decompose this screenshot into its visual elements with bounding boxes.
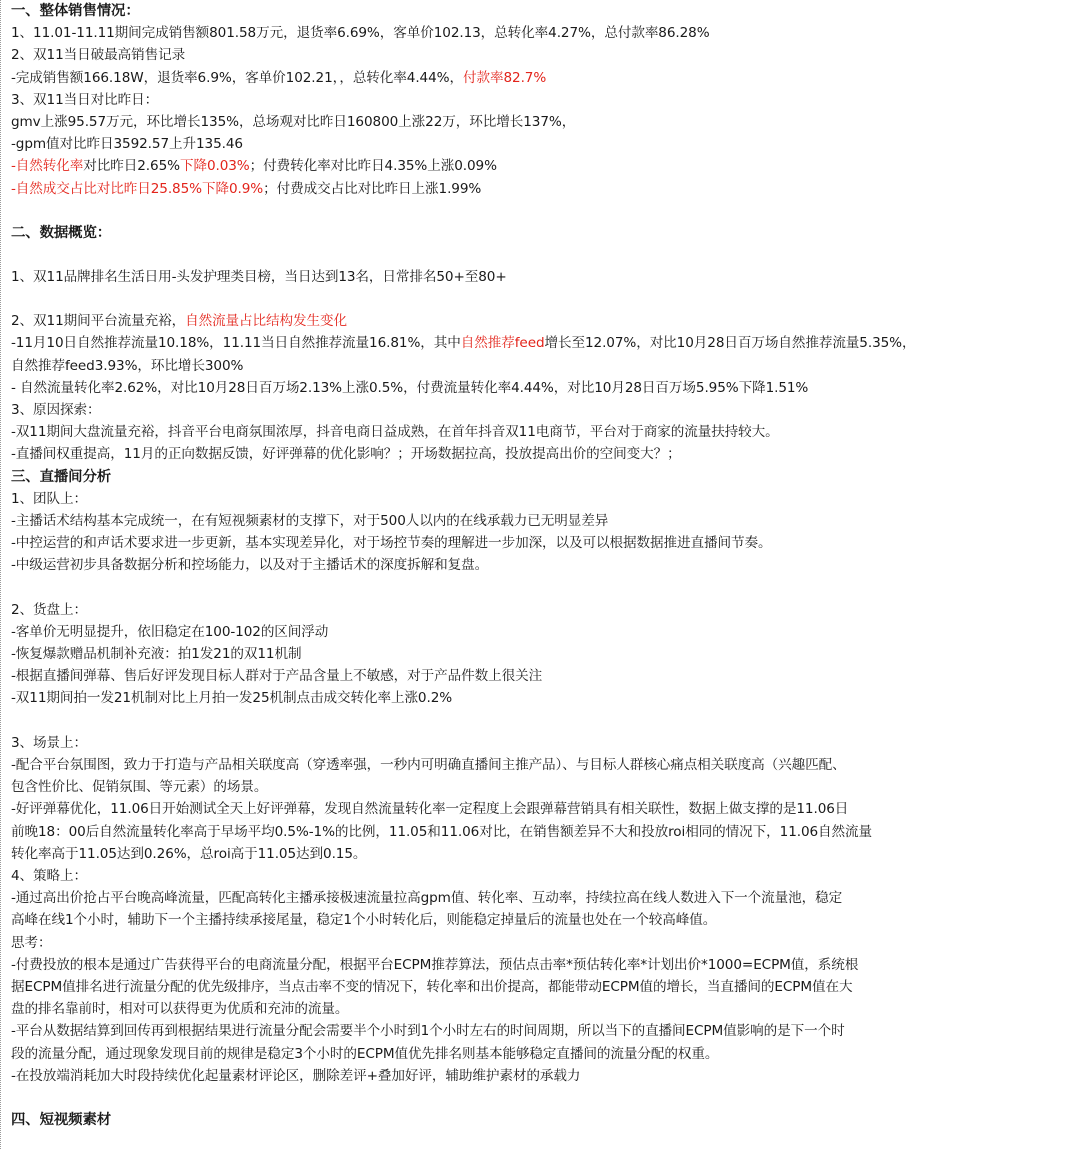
text-segment: - 自然流量转化率2.62%，对比10月28日百万场2.13%上涨0.5%，付费流量转化率4.44%，对比10月28日百万场5.95%下降1.51% xyxy=(11,379,809,396)
text-line xyxy=(11,488,1070,510)
text-line xyxy=(11,310,1070,332)
text-line xyxy=(11,67,1070,89)
text-segment: 3、场景上： xyxy=(11,734,88,751)
text-segment: 二、数据概览： xyxy=(11,224,112,241)
text-line xyxy=(11,178,1070,200)
text-line xyxy=(11,44,1070,66)
text-segment: 自然推荐feed3.93%，环比增长300% xyxy=(11,357,244,374)
text-segment: -根据直播间弹幕、售后好评发现目标人群对于产品含量上不敏感，对于产品件数上很关注 xyxy=(11,668,543,685)
blank-line xyxy=(11,288,1070,310)
text-line xyxy=(11,133,1070,155)
text-line xyxy=(11,954,1070,976)
text-line xyxy=(11,443,1070,465)
text-segment: -gpm值对比昨日3592.57上升135.46 xyxy=(11,136,243,153)
text-line xyxy=(11,1065,1070,1087)
text-segment: -好评弹幕优化，11.06日开始测试全天上好评弹幕，发现自然流量转化率一定程度上会跟弹幕营销具有相关联性，数据上做支撑的是11.06日 xyxy=(11,801,849,818)
text-line xyxy=(11,998,1070,1020)
blank-line xyxy=(11,577,1070,599)
text-segment: -中控运营的和声话术要求进一步更新，基本实现差异化，对于场控节奏的理解进一步加深，以及可以根据数据推进直播间节奏。 xyxy=(11,535,772,552)
text-line xyxy=(11,621,1070,643)
text-line xyxy=(11,865,1070,887)
text-line xyxy=(11,776,1070,798)
text-line xyxy=(11,909,1070,931)
text-segment: -11月10日自然推荐流量10.18%，11.11当日自然推荐流量16.81%，其中 xyxy=(11,335,461,352)
text-line xyxy=(11,377,1070,399)
text-segment: 1、11.01-11.11期间完成销售额801.58万元，退货率6.69%，客单价102.13，总转化率4.27%，总付款率86.28% xyxy=(11,25,710,42)
highlighted-text: 自然流量占比结构发生变化 xyxy=(185,313,348,330)
text-segment: -中级运营初步具备数据分析和控场能力，以及对于主播话术的深度拆解和复盘。 xyxy=(11,557,489,574)
text-line xyxy=(11,843,1070,865)
text-segment: -完成销售额166.18W，退货率6.9%，客单价102.21，，总转化率4.44%， xyxy=(11,69,463,86)
text-line xyxy=(11,1020,1070,1042)
section-heading xyxy=(11,222,1070,244)
text-segment: 三、直播间分析 xyxy=(11,468,112,485)
text-segment: 四、短视频素材 xyxy=(11,1111,112,1128)
text-segment: 思考： xyxy=(11,934,52,951)
text-segment: 2、双11当日破最高销售记录 xyxy=(11,47,186,64)
text-segment: -在投放端消耗加大时段持续优化起量素材评论区，删除差评+叠加好评，辅助维护素材的承载力 xyxy=(11,1067,581,1084)
text-segment: -主播话术结构基本完成统一，在有短视频素材的支撑下，对于500人以内的在线承载力已无明显差异 xyxy=(11,513,609,530)
text-segment: ；付费转化率对比昨日4.35%上涨0.09% xyxy=(249,158,497,175)
text-line xyxy=(11,155,1070,177)
text-line xyxy=(11,754,1070,776)
text-segment: -通过高出价抢占平台晚高峰流量，匹配高转化主播承接极速流量拉高gpm值、转化率、互动率，持续拉高在线人数进入下一个流量池，稳定 xyxy=(11,890,843,907)
text-line xyxy=(11,976,1070,998)
text-segment: ；付费成交占比对比昨日上涨1.99% xyxy=(263,180,482,197)
text-line xyxy=(11,355,1070,377)
text-line xyxy=(11,732,1070,754)
text-line xyxy=(11,665,1070,687)
text-line xyxy=(11,532,1070,554)
text-segment: -双11期间拍一发21机制对比上月拍一发25机制点击成交转化率上涨0.2% xyxy=(11,690,453,707)
text-line xyxy=(11,510,1070,532)
highlighted-text: 自然推荐feed xyxy=(460,335,545,352)
text-segment: -直播间权重提高，11月的正向数据反馈，好评弹幕的优化影响？；开场数据拉高，投放提高出价的空间变大？； xyxy=(11,446,681,463)
text-line xyxy=(11,22,1070,44)
text-line xyxy=(11,332,1070,354)
text-line xyxy=(11,554,1070,576)
text-line xyxy=(11,932,1070,954)
text-line xyxy=(11,399,1070,421)
text-segment: 前晚18：00后自然流量转化率高于早场平均0.5%-1%的比例，11.05和11.06对比，在销售额差异不大和投放roi相同的情况下，11.06自然流量 xyxy=(11,823,873,840)
section-heading xyxy=(11,0,1070,22)
text-segment: 一、整体销售情况： xyxy=(11,3,140,19)
text-segment: 高峰在线1个小时，辅助下一个主播持续承接尾量，稳定1个小时转化后，则能稳定掉量后的流量也处在一个较高峰值。 xyxy=(11,912,717,929)
text-segment: -配合平台氛围图，致力于打造与产品相关联度高（穿透率强，一秒内可明确直播间主推产品）、与目标人群核心痛点相关联度高（兴趣匹配、 xyxy=(11,756,846,773)
text-segment: 包含性价比、促销氛围、等元素）的场景。 xyxy=(11,779,268,796)
blank-line xyxy=(11,244,1070,266)
text-segment: gmv上涨95.57万元，环比增长135%，总场观对比昨日160800上涨22万，环比增长137%， xyxy=(11,114,576,131)
text-segment: -恢复爆款赠品机制补充液：拍1发21的双11机制 xyxy=(11,646,302,663)
text-segment: -双11期间大盘流量充裕，抖音平台电商氛围浓厚，抖音电商日益成熟，在首年抖音双11电商节，平台对于商家的流量扶持较大。 xyxy=(11,424,779,441)
text-segment: 盘的排名靠前时，相对可以获得更为优质和充沛的流量。 xyxy=(11,1001,349,1018)
blank-line xyxy=(11,200,1070,222)
text-line xyxy=(11,1043,1070,1065)
highlighted-text: -自然转化率 xyxy=(11,158,84,175)
highlighted-text: 下降0.03% xyxy=(179,158,250,175)
text-segment: -付费投放的根本是通过广告获得平台的电商流量分配，根据平台ECPM推荐算法，预估点击率*预估转化率*计划出价*1000=ECPM值，系统根 xyxy=(11,956,859,973)
text-segment: 据ECPM值排名进行流量分配的优先级排序，当点击率不变的情况下，转化率和出价提高，都能带动ECPM值的增长，当直播间的ECPM值在大 xyxy=(11,978,853,995)
text-segment: 4、策略上： xyxy=(11,867,88,884)
text-segment: 段的流量分配，通过现象发现目前的规律是稳定3个小时的ECPM值优先排名则基本能够稳定直播间的流量分配的权重。 xyxy=(11,1045,719,1062)
text-segment: 2、双11期间平台流量充裕， xyxy=(11,313,186,330)
text-line xyxy=(11,111,1070,133)
section-heading xyxy=(11,466,1070,488)
text-line xyxy=(11,266,1070,288)
text-line xyxy=(11,643,1070,665)
text-line xyxy=(11,89,1070,111)
text-segment: 1、双11品牌排名生活日用-头发护理类目榜，当日达到13名，日常排名50+至80+ xyxy=(11,269,507,286)
highlighted-text: 付款率82.7% xyxy=(462,69,547,86)
text-segment: -客单价无明显提升，依旧稳定在100-102的区间浮动 xyxy=(11,623,329,640)
text-line xyxy=(11,687,1070,709)
text-segment: 对比昨日2.65% xyxy=(83,158,180,175)
highlighted-text: -自然成交占比对比昨日25.85%下降0.9% xyxy=(11,180,264,197)
text-segment: 2、货盘上： xyxy=(11,601,88,618)
text-segment: 转化率高于11.05达到0.26%，总roi高于11.05达到0.15。 xyxy=(11,845,367,862)
text-line xyxy=(11,421,1070,443)
section-heading xyxy=(11,1109,1070,1131)
text-line xyxy=(11,798,1070,820)
text-segment: 1、团队上： xyxy=(11,490,88,507)
text-line xyxy=(11,887,1070,909)
text-segment: 增长至12.07%，对比10月28日百万场自然推荐流量5.35%， xyxy=(544,335,916,352)
blank-line xyxy=(11,1087,1070,1109)
blank-line xyxy=(11,710,1070,732)
text-segment: 3、原因探索： xyxy=(11,402,101,419)
text-line xyxy=(11,599,1070,621)
text-segment: 3、双11当日对比昨日： xyxy=(11,91,159,108)
text-line xyxy=(11,821,1070,843)
text-segment: -平台从数据结算到回传再到根据结果进行流量分配会需要半个小时到1个小时左右的时间周期，所以当下的直播间ECPM值影响的是下一个时 xyxy=(11,1023,845,1040)
